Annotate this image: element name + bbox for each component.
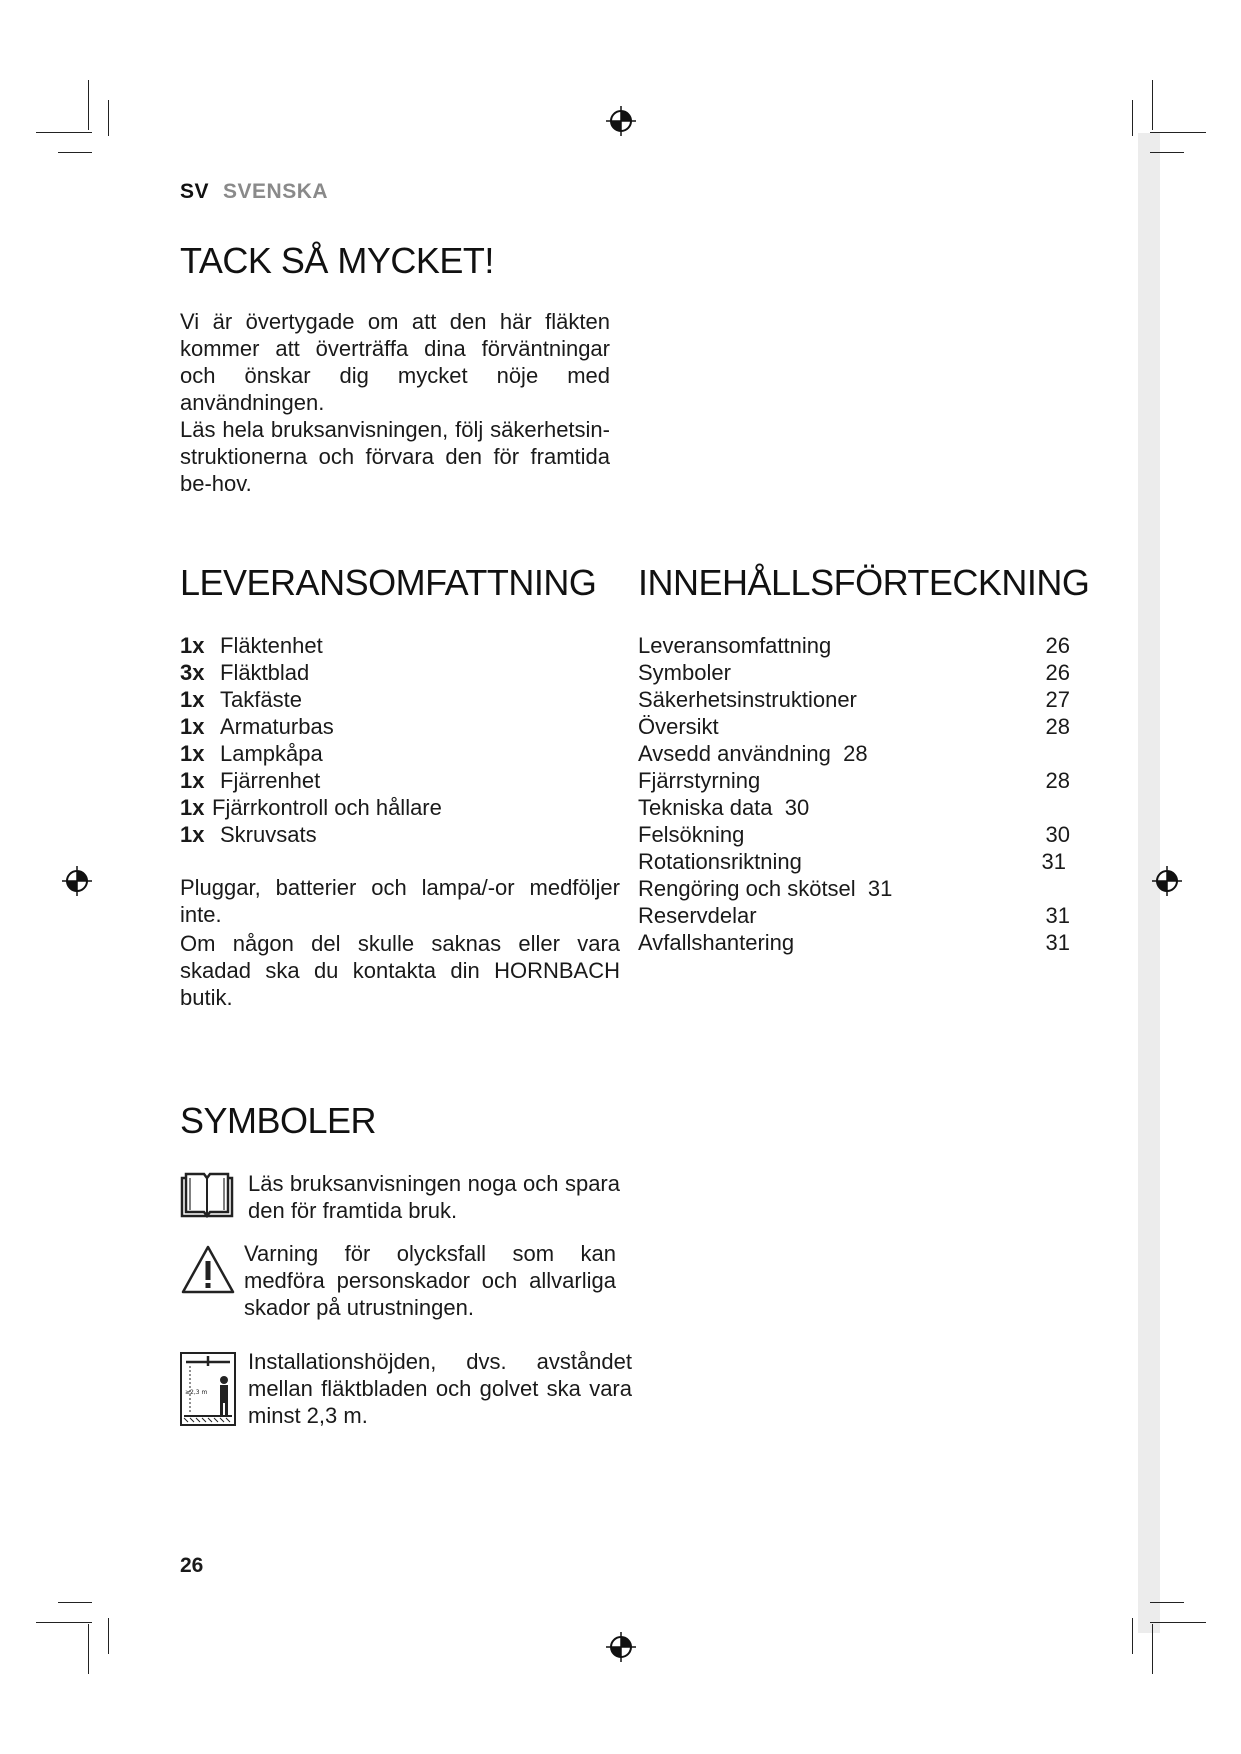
toc-page: 30 bbox=[1045, 822, 1070, 847]
toc-label: Avfallshantering bbox=[638, 930, 795, 955]
item-qty: 1x bbox=[180, 741, 205, 766]
toc-page: 26 bbox=[1045, 633, 1070, 658]
toc-entry[interactable] bbox=[638, 875, 1070, 902]
crop-mark bbox=[1152, 1624, 1153, 1674]
crop-mark bbox=[88, 80, 89, 130]
registration-mark-icon bbox=[1152, 866, 1182, 896]
toc-entry[interactable] bbox=[638, 686, 1070, 713]
toc-title: INNEHÅLLSFÖRTECKNING bbox=[638, 562, 1090, 603]
item-name: Fjärrenhet bbox=[220, 768, 321, 793]
toc-page: 28 bbox=[1045, 768, 1070, 793]
crop-mark bbox=[58, 1602, 92, 1603]
item-name: Takfäste bbox=[220, 687, 302, 712]
registration-mark-icon bbox=[606, 106, 636, 136]
item-qty: 1x bbox=[180, 795, 205, 820]
toc-page: 31 bbox=[1045, 903, 1070, 928]
symbol-item bbox=[180, 1348, 632, 1438]
toc-entry[interactable] bbox=[638, 767, 1070, 794]
toc-page: 31 bbox=[867, 876, 893, 901]
crop-mark bbox=[1150, 132, 1206, 133]
language-name: SVENSKA bbox=[223, 180, 329, 203]
symbol-text: Varning för olycksfall som kan medföra personskador och allvarliga skador på utrustningen. bbox=[244, 1241, 616, 1320]
item-name: Skruvsats bbox=[220, 822, 317, 847]
list-item bbox=[180, 713, 610, 740]
toc-label: Felsökning bbox=[638, 822, 745, 847]
item-qty: 1x bbox=[180, 768, 205, 793]
toc-page: 26 bbox=[1045, 660, 1070, 685]
crop-mark bbox=[58, 152, 92, 153]
height-label: ≥2,3 m bbox=[185, 1389, 208, 1396]
item-name: Lampkåpa bbox=[220, 741, 323, 766]
toc-page: 31 bbox=[1045, 930, 1070, 955]
language-header bbox=[180, 180, 328, 204]
crop-mark bbox=[1132, 1618, 1133, 1654]
crop-mark bbox=[1150, 1622, 1206, 1623]
list-item bbox=[180, 821, 610, 848]
symbol-text: Installationshöjden, dvs. avståndet mellan fläktbladen och golvet ska vara minst 2,3 m. bbox=[248, 1349, 632, 1428]
symbol-item bbox=[180, 1240, 620, 1330]
toc-label: Säkerhetsinstruktioner bbox=[638, 687, 857, 712]
toc-label: Symboler bbox=[638, 660, 731, 685]
toc-entry[interactable] bbox=[638, 902, 1070, 929]
crop-mark bbox=[108, 100, 109, 136]
item-name: Fläktenhet bbox=[220, 633, 323, 658]
toc-entry[interactable] bbox=[638, 632, 1070, 659]
symbol-item bbox=[180, 1170, 620, 1230]
toc-page: 31 bbox=[1041, 849, 1066, 874]
book-icon bbox=[180, 1170, 234, 1220]
toc-label: Reservdelar bbox=[638, 903, 757, 928]
item-qty: 3x bbox=[180, 660, 205, 685]
toc-page: 28 bbox=[843, 741, 868, 766]
toc-label: Rengöring och skötsel bbox=[638, 876, 856, 901]
toc-page: 27 bbox=[1045, 687, 1070, 712]
item-name: Fläktblad bbox=[220, 660, 310, 685]
item-name: Armaturbas bbox=[220, 714, 334, 739]
list-item bbox=[180, 740, 610, 767]
intro-text bbox=[180, 308, 610, 497]
delivery-note: Pluggar, batterier och lampa/-or medföljer inte. bbox=[180, 875, 620, 927]
crop-mark bbox=[1152, 80, 1153, 130]
registration-mark-icon bbox=[606, 1632, 636, 1662]
toc-label: Tekniska data bbox=[638, 795, 773, 820]
toc-label: Fjärrstyrning bbox=[638, 768, 761, 793]
crop-mark bbox=[1150, 152, 1184, 153]
crop-mark bbox=[1150, 1602, 1184, 1603]
registration-mark-icon bbox=[62, 866, 92, 896]
crop-mark bbox=[36, 132, 92, 133]
installation-height-icon bbox=[180, 1352, 236, 1426]
intro-paragraph: Läs hela bruksanvisningen, följ säkerhetsin-struktionerna och förvara den för framtida be-hov. bbox=[180, 417, 610, 496]
crop-mark bbox=[1132, 100, 1133, 136]
warning-triangle-icon bbox=[180, 1244, 236, 1296]
crop-mark bbox=[36, 1622, 92, 1623]
item-name: Fjärrkontroll och hållare bbox=[212, 795, 442, 820]
item-qty: 1x bbox=[180, 714, 205, 739]
item-qty: 1x bbox=[180, 822, 205, 847]
thanks-title: TACK SÅ MYCKET! bbox=[180, 240, 494, 281]
toc-list bbox=[638, 632, 1070, 956]
toc-page: 30 bbox=[784, 795, 810, 820]
delivery-note: Om någon del skulle saknas eller vara skadad ska du kontakta din HORNBACH butik. bbox=[180, 931, 620, 1010]
toc-entry[interactable] bbox=[638, 740, 1070, 767]
list-item bbox=[180, 686, 610, 713]
item-qty: 1x bbox=[180, 687, 205, 712]
toc-entry[interactable] bbox=[638, 713, 1070, 740]
list-item bbox=[180, 794, 610, 821]
symbol-text: Läs bruksanvisningen noga och spara den för framtida bruk. bbox=[248, 1171, 620, 1223]
toc-entry[interactable] bbox=[638, 848, 1070, 875]
toc-entry[interactable] bbox=[638, 794, 1070, 821]
symbols-title: SYMBOLER bbox=[180, 1100, 377, 1141]
toc-label: Översikt bbox=[638, 714, 719, 739]
toc-label: Rotationsriktning bbox=[638, 849, 802, 874]
list-item bbox=[180, 632, 610, 659]
toc-page: 28 bbox=[1045, 714, 1070, 739]
crop-mark bbox=[108, 1618, 109, 1654]
toc-label: Leveransomfattning bbox=[638, 633, 832, 658]
toc-entry[interactable] bbox=[638, 821, 1070, 848]
crop-mark bbox=[88, 1624, 89, 1674]
toc-entry[interactable] bbox=[638, 929, 1070, 956]
toc-entry[interactable] bbox=[638, 659, 1070, 686]
toc-label: Avsedd användning bbox=[638, 741, 831, 766]
page-number: 26 bbox=[180, 1554, 204, 1577]
delivery-list bbox=[180, 632, 610, 848]
list-item bbox=[180, 767, 610, 794]
language-code: SV bbox=[180, 180, 210, 203]
intro-paragraph: Vi är övertygade om att den här fläkten kommer att överträffa dina förväntningar och önskar dig mycket nöje med användningen. bbox=[180, 309, 610, 415]
list-item bbox=[180, 659, 610, 686]
delivery-title: LEVERANSOMFATTNING bbox=[180, 562, 597, 603]
item-qty: 1x bbox=[180, 633, 205, 658]
